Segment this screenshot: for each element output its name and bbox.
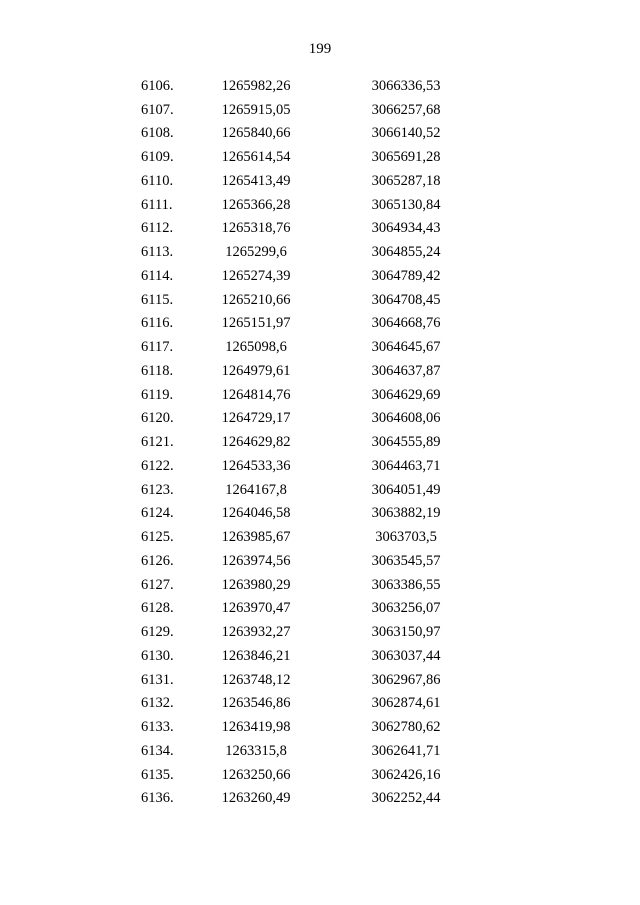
point-number-cell: 6134. xyxy=(141,742,174,759)
point-number-cell: 6120. xyxy=(141,410,174,427)
x-coordinate-cell: 1264814,76 xyxy=(221,386,291,403)
x-coordinate-cell: 1264729,17 xyxy=(221,410,291,427)
x-coordinate-cell: 1263250,66 xyxy=(221,766,291,783)
x-coordinate-cell: 1263748,12 xyxy=(221,671,291,688)
point-number-cell: 6125. xyxy=(141,529,174,546)
x-coordinate-cell: 1263932,27 xyxy=(221,624,291,641)
y-coordinate-cell: 3065130,84 xyxy=(371,196,441,213)
point-number-cell: 6109. xyxy=(141,149,174,166)
table-row xyxy=(0,430,640,454)
page-number: 199 xyxy=(308,41,332,57)
y-coordinate-cell: 3063882,19 xyxy=(371,505,441,522)
y-coordinate-cell: 3063386,55 xyxy=(371,576,441,593)
row-spacer xyxy=(481,145,640,169)
point-number-cell: 6119. xyxy=(141,386,174,403)
x-coordinate-cell: 1264979,61 xyxy=(221,362,291,379)
row-spacer xyxy=(481,98,640,122)
point-number-cell: 6132. xyxy=(141,695,174,712)
table-row xyxy=(0,74,640,98)
point-number-cell: 6121. xyxy=(141,434,174,451)
row-spacer xyxy=(481,122,640,146)
point-number-cell: 6124. xyxy=(141,505,174,522)
table-row xyxy=(0,335,640,359)
point-number-cell: 6130. xyxy=(141,647,174,664)
point-number-cell: 6136. xyxy=(141,790,174,807)
point-number-cell: 6123. xyxy=(141,481,174,498)
x-coordinate-cell: 1265151,97 xyxy=(221,315,291,332)
table-row xyxy=(0,193,640,217)
table-row xyxy=(0,644,640,668)
x-coordinate-cell: 1265098,6 xyxy=(225,339,287,356)
row-spacer xyxy=(481,668,640,692)
row-spacer xyxy=(481,264,640,288)
y-coordinate-cell: 3063150,97 xyxy=(371,624,441,641)
y-coordinate-cell: 3066257,68 xyxy=(371,101,441,118)
y-coordinate-cell: 3062780,62 xyxy=(371,719,441,736)
row-spacer xyxy=(481,193,640,217)
coordinates-table xyxy=(0,74,640,810)
y-coordinate-cell: 3064855,24 xyxy=(371,244,441,261)
row-spacer xyxy=(481,549,640,573)
y-coordinate-cell: 3066140,52 xyxy=(371,125,441,142)
table-row xyxy=(0,739,640,763)
y-coordinate-cell: 3064463,71 xyxy=(371,457,441,474)
table-row xyxy=(0,383,640,407)
row-spacer xyxy=(481,525,640,549)
point-number-cell: 6128. xyxy=(141,600,174,617)
y-coordinate-cell: 3062874,61 xyxy=(371,695,441,712)
table-row xyxy=(0,217,640,241)
row-spacer xyxy=(481,312,640,336)
point-number-cell: 6110. xyxy=(141,172,174,189)
y-coordinate-cell: 3063037,44 xyxy=(371,647,441,664)
row-spacer xyxy=(481,644,640,668)
y-coordinate-cell: 3065691,28 xyxy=(371,149,441,166)
table-row xyxy=(0,573,640,597)
point-number-cell: 6106. xyxy=(141,77,174,94)
row-spacer xyxy=(481,454,640,478)
y-coordinate-cell: 3064645,67 xyxy=(371,339,441,356)
point-number-cell: 6117. xyxy=(141,339,174,356)
point-number-cell: 6131. xyxy=(141,671,174,688)
table-row xyxy=(0,597,640,621)
y-coordinate-cell: 3064629,69 xyxy=(371,386,441,403)
row-spacer xyxy=(481,597,640,621)
table-row xyxy=(0,359,640,383)
row-spacer xyxy=(481,502,640,526)
point-number-cell: 6135. xyxy=(141,766,174,783)
table-row xyxy=(0,169,640,193)
x-coordinate-cell: 1264629,82 xyxy=(221,434,291,451)
row-spacer xyxy=(481,359,640,383)
row-spacer xyxy=(481,169,640,193)
point-number-cell: 6114. xyxy=(141,267,174,284)
y-coordinate-cell: 3062967,86 xyxy=(371,671,441,688)
x-coordinate-cell: 1263846,21 xyxy=(221,647,291,664)
point-number-cell: 6133. xyxy=(141,719,174,736)
x-coordinate-cell: 1264046,58 xyxy=(221,505,291,522)
x-coordinate-cell: 1263980,29 xyxy=(221,576,291,593)
y-coordinate-cell: 3062641,71 xyxy=(371,742,441,759)
y-coordinate-cell: 3064637,87 xyxy=(371,362,441,379)
y-coordinate-cell: 3062426,16 xyxy=(371,766,441,783)
x-coordinate-cell: 1265210,66 xyxy=(221,291,291,308)
y-coordinate-cell: 3064668,76 xyxy=(371,315,441,332)
y-coordinate-cell: 3062252,44 xyxy=(371,790,441,807)
x-coordinate-cell: 1263970,47 xyxy=(221,600,291,617)
row-spacer xyxy=(481,407,640,431)
row-spacer xyxy=(481,430,640,454)
row-spacer xyxy=(481,74,640,98)
table-row xyxy=(0,264,640,288)
x-coordinate-cell: 1265274,39 xyxy=(221,267,291,284)
x-coordinate-cell: 1265840,66 xyxy=(221,125,291,142)
row-spacer xyxy=(481,335,640,359)
table-row xyxy=(0,288,640,312)
table-row xyxy=(0,787,640,811)
table-row xyxy=(0,692,640,716)
coordinates-table-body xyxy=(0,74,640,810)
x-coordinate-cell: 1265614,54 xyxy=(221,149,291,166)
row-spacer xyxy=(481,217,640,241)
row-spacer xyxy=(481,739,640,763)
point-number-cell: 6112. xyxy=(141,220,174,237)
x-coordinate-cell: 1265366,28 xyxy=(221,196,291,213)
x-coordinate-cell: 1264167,8 xyxy=(225,481,287,498)
table-row xyxy=(0,240,640,264)
x-coordinate-cell: 1263985,67 xyxy=(221,529,291,546)
table-row xyxy=(0,525,640,549)
point-number-cell: 6122. xyxy=(141,457,174,474)
table-row xyxy=(0,454,640,478)
x-coordinate-cell: 1265982,26 xyxy=(221,77,291,94)
y-coordinate-cell: 3064708,45 xyxy=(371,291,441,308)
row-spacer xyxy=(481,478,640,502)
y-coordinate-cell: 3064608,06 xyxy=(371,410,441,427)
x-coordinate-cell: 1265915,05 xyxy=(221,101,291,118)
y-coordinate-cell: 3064051,49 xyxy=(371,481,441,498)
point-number-cell: 6108. xyxy=(141,125,174,142)
x-coordinate-cell: 1263315,8 xyxy=(225,742,287,759)
row-spacer xyxy=(481,692,640,716)
x-coordinate-cell: 1264533,36 xyxy=(221,457,291,474)
point-number-cell: 6129. xyxy=(141,624,174,641)
table-row xyxy=(0,620,640,644)
table-row xyxy=(0,502,640,526)
table-row xyxy=(0,668,640,692)
row-spacer xyxy=(481,573,640,597)
x-coordinate-cell: 1265318,76 xyxy=(221,220,291,237)
point-number-cell: 6113. xyxy=(141,244,174,261)
row-spacer xyxy=(481,787,640,811)
point-number-cell: 6111. xyxy=(141,196,173,213)
y-coordinate-cell: 3063545,57 xyxy=(371,552,441,569)
y-coordinate-cell: 3065287,18 xyxy=(371,172,441,189)
row-spacer xyxy=(481,383,640,407)
row-spacer xyxy=(481,763,640,787)
row-spacer xyxy=(481,715,640,739)
y-coordinate-cell: 3064555,89 xyxy=(371,434,441,451)
row-spacer xyxy=(481,240,640,264)
row-spacer xyxy=(481,620,640,644)
table-row xyxy=(0,122,640,146)
x-coordinate-cell: 1263419,98 xyxy=(221,719,291,736)
x-coordinate-cell: 1265413,49 xyxy=(221,172,291,189)
x-coordinate-cell: 1263974,56 xyxy=(221,552,291,569)
y-coordinate-cell: 3064934,43 xyxy=(371,220,441,237)
x-coordinate-cell: 1265299,6 xyxy=(225,244,287,261)
row-spacer xyxy=(481,288,640,312)
point-number-cell: 6107. xyxy=(141,101,174,118)
y-coordinate-cell: 3064789,42 xyxy=(371,267,441,284)
table-row xyxy=(0,478,640,502)
table-row xyxy=(0,407,640,431)
point-number-cell: 6116. xyxy=(141,315,174,332)
table-row xyxy=(0,763,640,787)
y-coordinate-cell: 3066336,53 xyxy=(371,77,441,94)
x-coordinate-cell: 1263546,86 xyxy=(221,695,291,712)
y-coordinate-cell: 3063256,07 xyxy=(371,600,441,617)
table-row xyxy=(0,98,640,122)
x-coordinate-cell: 1263260,49 xyxy=(221,790,291,807)
y-coordinate-cell: 3063703,5 xyxy=(375,529,437,546)
point-number-cell: 6126. xyxy=(141,552,174,569)
point-number-cell: 6127. xyxy=(141,576,174,593)
point-number-cell: 6115. xyxy=(141,291,174,308)
point-number-cell: 6118. xyxy=(141,362,174,379)
table-row xyxy=(0,312,640,336)
table-row xyxy=(0,715,640,739)
table-row xyxy=(0,549,640,573)
table-row xyxy=(0,145,640,169)
